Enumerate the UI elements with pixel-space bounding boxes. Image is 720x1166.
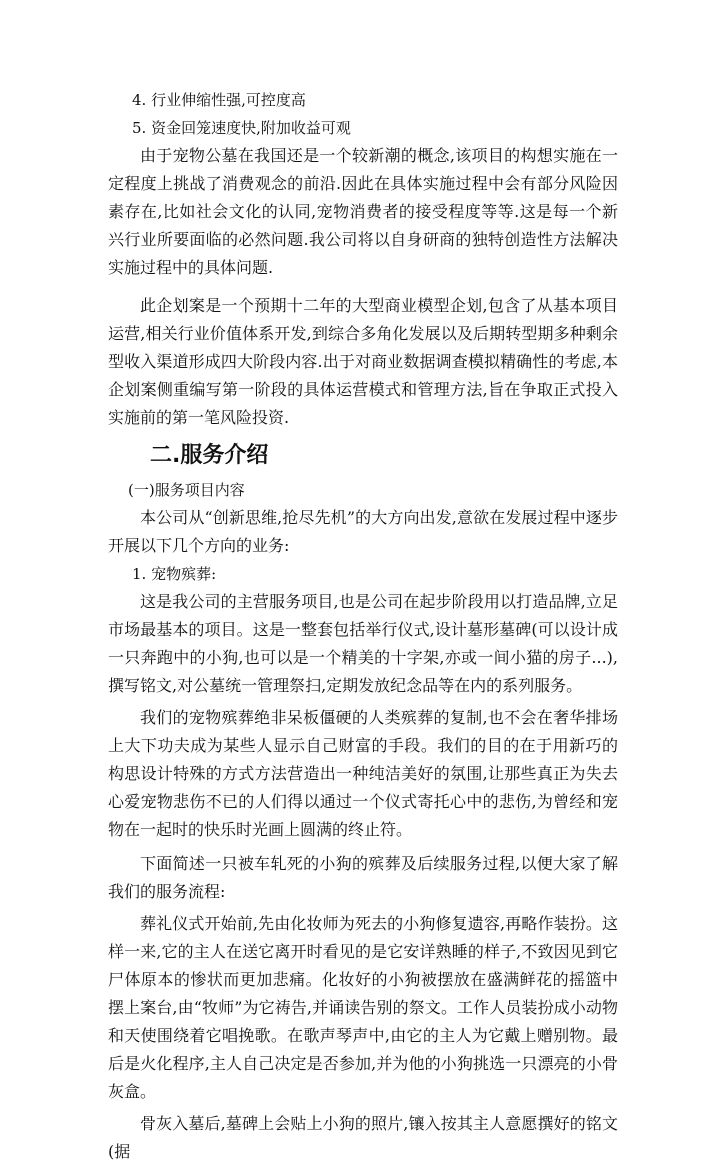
paragraph-ceremony: 葬礼仪式开始前,先由化妆师为死去的小狗修复遗容,再略作装扮。这样一来,它的主人在送它离开时看见的是它安详熟睡的样子,不致因见到它尸体原本的惨状而更加悲痛。化妆好的小狗被摆放在盛满鲜花的摇篮中摆上案台,由“牧师”为它祷告,并诵读告别的祭文。工作人员装扮成小动物和天使围绕着它唱挽歌。在歌声琴声中,由它的主人为它戴上赠别物。最后是火化程序,主人自己决定是否参加,并为他的小狗挑选一只漂亮的小骨灰盒。	[108, 914, 618, 1101]
list-item-pet-funeral: 1. 宠物殡葬:	[132, 565, 217, 583]
paragraph-services-intro: 本公司从“创新思维,抢尽先机”的大方向出发,意欲在发展过程中逐步开展以下几个方向的业务:	[108, 508, 618, 555]
paragraph-process-intro: 下面简述一只被车轧死的小狗的殡葬及后续服务过程,以便大家了解我们的服务流程:	[108, 854, 618, 901]
subheading-service-items: (一)服务项目内容	[128, 481, 245, 499]
list-item-4: 4. 行业伸缩性强,可控度高	[132, 91, 306, 109]
paragraph-funeral-purpose: 我们的宠物殡葬绝非呆板僵硬的人类殡葬的复制,也不会在奢华排场上大下功夫成为某些人显示自己财富的手段。我们的目的在于用新巧的构思设计特殊的方式方法营造出一种纯洁美好的氛围,让那些真正为失去心爱宠物悲伤不已的人们得以通过一个仪式寄托心中的悲伤,为曾经和宠物在一起时的快乐时光画上圆满的终止符。	[108, 708, 618, 839]
list-item-5: 5. 资金回笼速度快,附加收益可观	[132, 119, 351, 137]
document-body	[108, 86, 618, 1166]
paragraph-risk: 由于宠物公墓在我国还是一个较新潮的概念,该项目的构想实施在一定程度上挑战了消费观念的前沿.因此在具体实施过程中会有部分风险因素存在,比如社会文化的认同,宠物消费者的接受程度等等.这是每一个新兴行业所要面临的必然问题.我公司将以自身研商的独特创造性方法解决实施过程中的具体问题.	[108, 146, 618, 277]
paragraph-plan-overview: 此企划案是一个预期十二年的大型商业模型企划,包含了从基本项目运营,相关行业价值体系开发,到综合多角化发展以及后期转型期多种剩余型收入渠道形成四大阶段内容.出于对商业数据调查模拟精确性的考虑,本企划案侧重编写第一阶段的具体运营模式和管理方法,旨在争取正式投入实施前的第一笔风险投资.	[108, 296, 618, 427]
paragraph-main-service: 这是我公司的主营服务项目,也是公司在起步阶段用以打造品牌,立足市场最基本的项目。这是一整套包括举行仪式,设计墓形墓碑(可以设计成一只奔跑中的小狗,也可以是一个精美的十字架,亦或一间小猫的房子...),撰写铭文,对公墓统一管理祭扫,定期发放纪念品等在内的系列服务。	[108, 592, 618, 695]
section-heading-services: 二.服务介绍	[150, 443, 269, 468]
paragraph-burial: 骨灰入墓后,墓碑上会贴上小狗的照片,镶入按其主人意愿撰好的铭文(据	[108, 1114, 618, 1161]
